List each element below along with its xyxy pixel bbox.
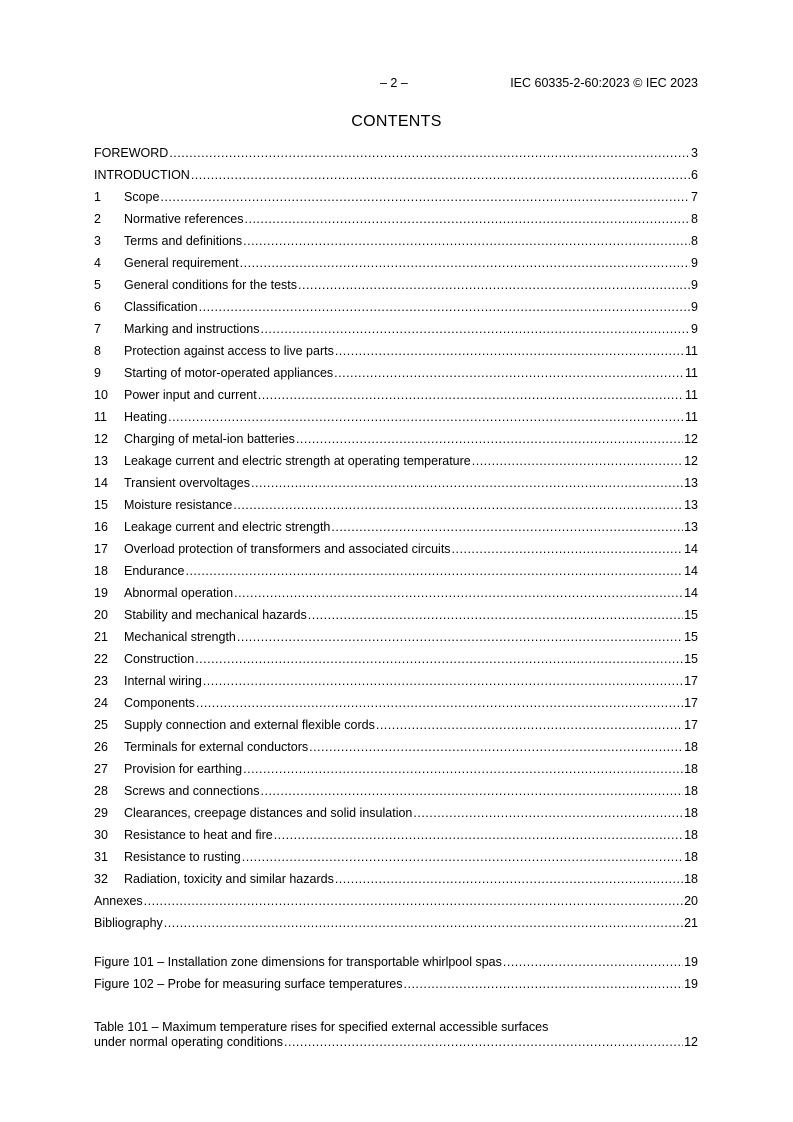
toc-entry[interactable] (94, 409, 698, 431)
table-entry-line2[interactable] (94, 1035, 698, 1053)
toc-entry-page: 12 (684, 432, 698, 446)
toc-entry-page: 14 (684, 542, 698, 556)
dot-leader (260, 321, 690, 338)
dot-leader (199, 299, 690, 316)
toc-entry-number: 6 (94, 300, 101, 314)
toc-entry[interactable] (94, 563, 698, 585)
dot-leader (245, 211, 691, 228)
dot-leader (233, 497, 683, 514)
toc-entry-page: 11 (685, 344, 698, 358)
page-number: – 2 – (380, 76, 408, 90)
toc-entry-title: General conditions for the tests (124, 278, 298, 292)
toc-entry-title: Moisture resistance (124, 498, 233, 512)
toc-entry-title: Terminals for external conductors (124, 740, 309, 754)
dot-leader (331, 519, 683, 536)
toc-entry[interactable] (94, 541, 698, 563)
toc-entry-title: Power input and current (124, 388, 257, 402)
toc-entry-page: 17 (684, 718, 698, 732)
dot-leader (237, 629, 683, 646)
toc-entry-number: 26 (94, 740, 108, 754)
toc-entry-title: Internal wiring (124, 674, 202, 688)
toc-entry-page: 13 (684, 520, 698, 534)
dot-leader (298, 277, 690, 294)
toc-entry-page: 18 (684, 784, 698, 798)
toc-entry-title: Stability and mechanical hazards (124, 608, 307, 622)
toc-entry[interactable] (94, 783, 698, 805)
toc-entry-page: 18 (684, 740, 698, 754)
toc-entry[interactable] (94, 585, 698, 607)
toc-entry[interactable] (94, 211, 698, 233)
toc-entry-page: 11 (685, 366, 698, 380)
toc-entry-number: 24 (94, 696, 108, 710)
list-of-figures (94, 954, 698, 998)
toc-entry[interactable] (94, 827, 698, 849)
toc-entry[interactable] (94, 277, 698, 299)
toc-entry-page: 7 (691, 190, 698, 204)
toc-entry-page: 6 (691, 168, 698, 182)
toc-entry-page: 20 (684, 894, 698, 908)
toc-entry-number: 3 (94, 234, 101, 248)
toc-entry-number: 17 (94, 542, 108, 556)
dot-leader (452, 541, 684, 558)
dot-leader (169, 145, 690, 162)
toc-entry-number: 28 (94, 784, 108, 798)
toc-entry-number: 15 (94, 498, 108, 512)
contents-title: CONTENTS (351, 113, 442, 130)
toc-entry-title: Leakage current and electric strength at operating temperature (124, 454, 471, 468)
toc-entry[interactable] (94, 805, 698, 827)
toc-entry-page: 21 (684, 916, 698, 930)
toc-entry-number: 8 (94, 344, 101, 358)
toc-entry-page: 15 (684, 652, 698, 666)
toc-entry[interactable] (94, 233, 698, 255)
toc-entry-number: 18 (94, 564, 108, 578)
toc-entry[interactable] (94, 497, 698, 519)
toc-entry-title: Scope (124, 190, 160, 204)
toc-entry-page: 8 (691, 212, 698, 226)
toc-entry-title: Resistance to rusting (124, 850, 241, 864)
toc-entry[interactable] (94, 629, 698, 651)
toc-entry-page: 19 (684, 955, 698, 969)
dot-leader (160, 189, 690, 206)
toc-entry-page: 19 (684, 977, 698, 991)
toc-entry-number: 31 (94, 850, 108, 864)
toc-entry-page: 14 (684, 564, 698, 578)
toc-entry[interactable] (94, 651, 698, 673)
toc-entry-number: 23 (94, 674, 108, 688)
dot-leader (334, 365, 684, 382)
toc-entry-page: 18 (684, 850, 698, 864)
toc-entry-title: General requirement (124, 256, 239, 270)
dot-leader (274, 827, 683, 844)
toc-entry-title: Abnormal operation (124, 586, 234, 600)
toc-entry-page: 15 (684, 630, 698, 644)
dot-leader (472, 453, 683, 470)
toc-entry-number: 16 (94, 520, 108, 534)
toc-entry-page: 8 (691, 234, 698, 248)
toc-entry[interactable] (94, 871, 698, 893)
toc-entry-title: Provision for earthing (124, 762, 243, 776)
toc-entry-page: 15 (684, 608, 698, 622)
dot-leader (243, 233, 690, 250)
dot-leader (195, 651, 683, 668)
toc-entry-title: Mechanical strength (124, 630, 236, 644)
toc-entry-title: Transient overvoltages (124, 476, 250, 490)
toc-entry-title: Figure 102 – Probe for measuring surface temperatures (94, 977, 403, 991)
toc-entry-page: 12 (684, 1035, 698, 1049)
toc-entry-page: 9 (691, 256, 698, 270)
toc-entry-page: 17 (684, 674, 698, 688)
toc-entry[interactable] (94, 321, 698, 343)
toc-entry-page: 14 (684, 586, 698, 600)
toc-entry-page: 18 (684, 806, 698, 820)
dot-leader (203, 673, 683, 690)
toc-entry-title: Supply connection and external flexible cords (124, 718, 375, 732)
dot-leader (240, 255, 690, 272)
toc-entry-page: 3 (691, 146, 698, 160)
dot-leader (284, 1035, 683, 1050)
toc-entry-title: Heating (124, 410, 168, 424)
toc-entry-number: 14 (94, 476, 108, 490)
toc-entry-page: 9 (691, 322, 698, 336)
dot-leader (196, 695, 683, 712)
toc-entry-title: Protection against access to live parts (124, 344, 334, 358)
toc-entry[interactable] (94, 695, 698, 717)
toc-entry-title: Construction (124, 652, 195, 666)
toc-entry-number: 27 (94, 762, 108, 776)
toc-entry-title: Overload protection of transformers and associated circuits (124, 542, 451, 556)
toc-entry-number: 30 (94, 828, 108, 842)
toc-entry-page: 18 (684, 762, 698, 776)
dot-leader (503, 954, 683, 971)
toc-entry-number: 21 (94, 630, 108, 644)
dot-leader (144, 893, 683, 910)
toc-entry-number: 29 (94, 806, 108, 820)
toc-entry-page: 18 (684, 872, 698, 886)
table-entry-title-line1: Table 101 – Maximum temperature rises for specified external accessible surfaces (94, 1020, 549, 1034)
toc-entry[interactable] (94, 893, 698, 915)
dot-leader (413, 805, 683, 822)
dot-leader (251, 475, 683, 492)
toc-entry-title: Radiation, toxicity and similar hazards (124, 872, 334, 886)
table-of-contents (94, 145, 698, 937)
toc-entry[interactable] (94, 761, 698, 783)
dot-leader (296, 431, 683, 448)
dot-leader (404, 976, 684, 993)
toc-entry-number: 11 (94, 410, 107, 424)
toc-entry-number: 10 (94, 388, 108, 402)
toc-entry-number: 19 (94, 586, 108, 600)
toc-entry[interactable] (94, 453, 698, 475)
toc-entry-page: 9 (691, 278, 698, 292)
toc-entry-page: 13 (684, 498, 698, 512)
toc-entry-number: 7 (94, 322, 101, 336)
toc-entry-page: 13 (684, 476, 698, 490)
dot-leader (191, 167, 690, 184)
toc-entry-number: 20 (94, 608, 108, 622)
toc-entry[interactable] (94, 431, 698, 453)
dot-leader (234, 585, 683, 602)
dot-leader (185, 563, 683, 580)
dot-leader (258, 387, 684, 404)
toc-entry-page: 11 (685, 410, 698, 424)
toc-entry-number: 25 (94, 718, 108, 732)
toc-entry-number: 9 (94, 366, 101, 380)
list-of-tables (94, 1020, 698, 1053)
toc-entry[interactable] (94, 167, 698, 189)
figure-entry[interactable] (94, 976, 698, 998)
toc-entry-title: Starting of motor-operated appliances (124, 366, 334, 380)
dot-leader (164, 915, 683, 932)
toc-entry-title: Leakage current and electric strength (124, 520, 331, 534)
toc-entry-title: Endurance (124, 564, 185, 578)
toc-entry-title: FOREWORD (94, 146, 169, 160)
toc-entry[interactable] (94, 849, 698, 871)
toc-entry-number: 2 (94, 212, 101, 226)
toc-entry-title: Normative references (124, 212, 244, 226)
toc-entry[interactable] (94, 717, 698, 739)
toc-entry-title: Bibliography (94, 916, 163, 930)
toc-entry-title: Charging of metal-ion batteries (124, 432, 295, 446)
dot-leader (168, 409, 684, 426)
dot-leader (376, 717, 683, 734)
dot-leader (308, 607, 683, 624)
toc-entry-number: 5 (94, 278, 101, 292)
toc-entry[interactable] (94, 299, 698, 321)
toc-entry[interactable] (94, 739, 698, 761)
toc-entry-page: 9 (691, 300, 698, 314)
table-entry[interactable] (94, 1020, 698, 1053)
toc-entry-title: Figure 101 – Installation zone dimensions for transportable whirlpool spas (94, 955, 502, 969)
dot-leader (309, 739, 683, 756)
toc-entry-number: 32 (94, 872, 108, 886)
toc-entry[interactable] (94, 607, 698, 629)
toc-entry[interactable] (94, 673, 698, 695)
toc-entry-title: Clearances, creepage distances and solid insulation (124, 806, 413, 820)
toc-entry-title: Components (124, 696, 195, 710)
dot-leader (242, 849, 683, 866)
toc-entry[interactable] (94, 915, 698, 937)
toc-entry-title: INTRODUCTION (94, 168, 190, 182)
toc-entry-page: 12 (684, 454, 698, 468)
dot-leader (335, 871, 683, 888)
dot-leader (243, 761, 683, 778)
page-header (94, 76, 698, 92)
toc-entry-page: 18 (684, 828, 698, 842)
toc-entry-number: 1 (94, 190, 101, 204)
dot-leader (261, 783, 684, 800)
toc-entry-title: Classification (124, 300, 198, 314)
toc-entry[interactable] (94, 255, 698, 277)
document-reference: IEC 60335-2-60:2023 © IEC 2023 (510, 76, 698, 90)
toc-entry-number: 4 (94, 256, 101, 270)
figure-entry[interactable] (94, 954, 698, 976)
toc-entry-number: 13 (94, 454, 108, 468)
dot-leader (335, 343, 684, 360)
toc-entry-title: Annexes (94, 894, 143, 908)
toc-entry-title: Screws and connections (124, 784, 260, 798)
toc-entry-number: 12 (94, 432, 108, 446)
toc-entry[interactable] (94, 365, 698, 387)
toc-entry[interactable] (94, 189, 698, 211)
toc-entry[interactable] (94, 387, 698, 409)
toc-entry-page: 11 (685, 388, 698, 402)
toc-entry-title: Marking and instructions (124, 322, 260, 336)
toc-entry-title: Resistance to heat and fire (124, 828, 273, 842)
toc-entry-page: 17 (684, 696, 698, 710)
toc-entry[interactable] (94, 343, 698, 365)
toc-entry-number: 22 (94, 652, 108, 666)
toc-entry[interactable] (94, 519, 698, 541)
toc-entry[interactable] (94, 475, 698, 497)
toc-entry[interactable] (94, 145, 698, 167)
toc-entry-title: Terms and definitions (124, 234, 243, 248)
toc-entry-title: under normal operating conditions (94, 1035, 284, 1049)
